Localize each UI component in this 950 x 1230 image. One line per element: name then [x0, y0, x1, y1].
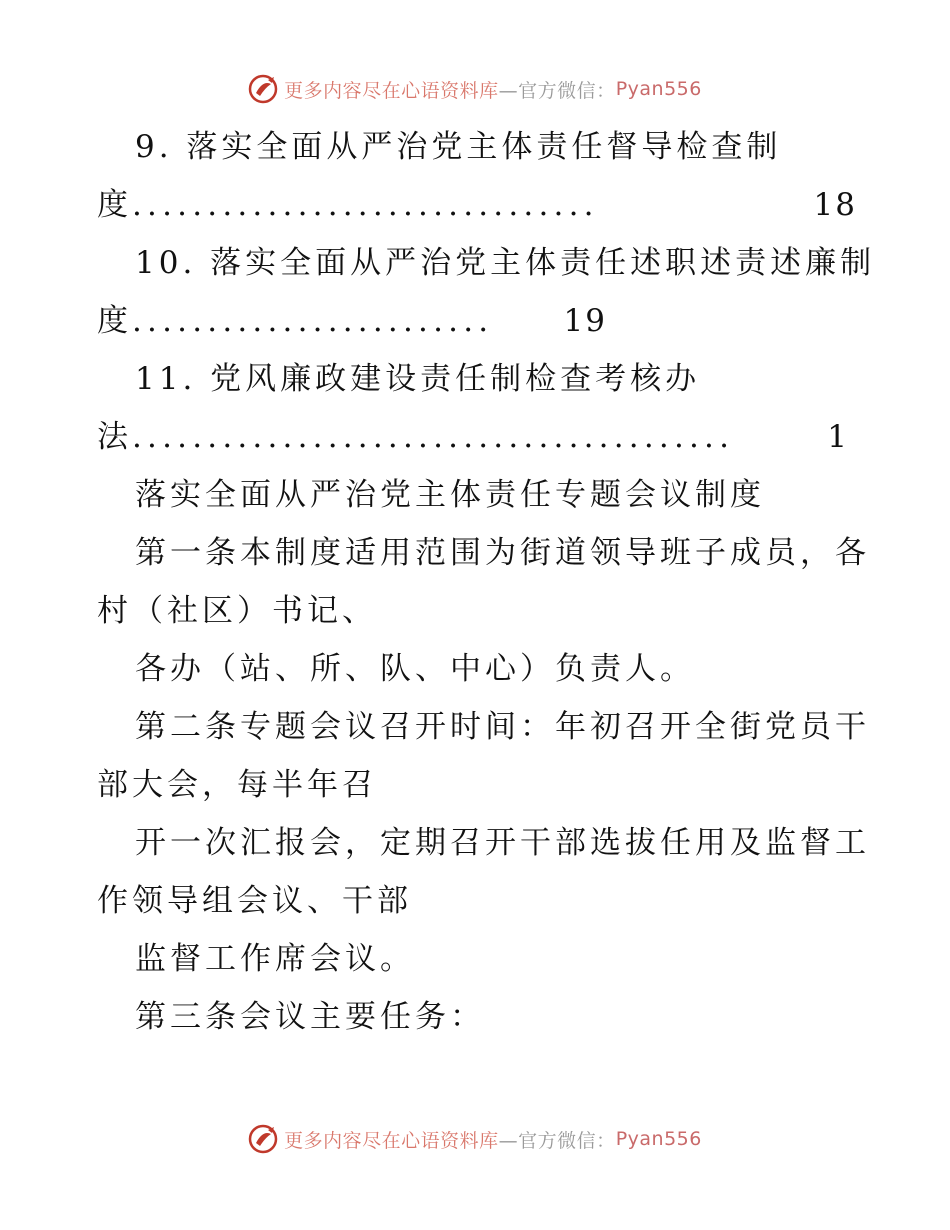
brand-logo-icon — [248, 1124, 278, 1154]
toc-entry-10-cont-text: 度 — [97, 303, 132, 339]
toc-entry-11-leader-dots: ........................................ — [132, 419, 735, 455]
brand-logo-icon — [248, 74, 278, 104]
toc-entry-10-title: 10. 落实全面从严治党主体责任述职述责述廉制 — [135, 245, 876, 281]
toc-entry-9-cont-text: 度 — [97, 187, 132, 223]
paragraph-line: 监督工作席会议。 — [135, 941, 415, 977]
watermark-id-text: Pyan556 — [615, 78, 702, 100]
paragraph-line: 开一次汇报会，定期召开干部选拔任用及监督工 — [135, 825, 870, 861]
paragraph-line: 第一条本制度适用范围为街道领导班子成员，各 — [135, 535, 870, 571]
paragraph-line: 各办（站、所、队、中心）负责人。 — [135, 651, 695, 687]
toc-entry-11-title: 11. 党风廉政建设责任制检查考核办 — [135, 361, 701, 397]
toc-entry-11-page-number: 1 — [827, 419, 849, 455]
paragraph-line: 作领导组会议、干部 — [97, 883, 412, 919]
toc-entry-9-title: 9. 落实全面从严治党主体责任督导检查制 — [135, 129, 782, 165]
watermark-main-text: 更多内容尽在心语资料库 — [284, 79, 499, 102]
toc-entry-9-page-number: 18 — [813, 187, 857, 223]
toc-entry-10-continuation — [97, 292, 607, 350]
toc-entry-9-continuation — [97, 176, 857, 234]
paragraph-line: 部大会，每半年召 — [97, 767, 377, 803]
watermark-id-text: Pyan556 — [615, 1128, 702, 1150]
section-title: 落实全面从严治党主体责任专题会议制度 — [135, 477, 765, 513]
header-watermark — [0, 74, 950, 104]
toc-entry-11-cont-text: 法 — [97, 419, 132, 455]
toc-entry-9-leader-dots: ............................... — [132, 187, 599, 223]
footer-watermark — [0, 1124, 950, 1154]
toc-entry-10-leader-dots: ........................ — [132, 303, 494, 339]
paragraph-line: 村（社区）书记、 — [97, 593, 377, 629]
document-body — [97, 118, 876, 1046]
toc-entry-11-continuation — [97, 408, 849, 466]
watermark-main-text: 更多内容尽在心语资料库 — [284, 1129, 499, 1152]
paragraph-line: 第三条会议主要任务： — [135, 999, 485, 1035]
watermark-separator-text: —官方微信： — [498, 1129, 616, 1152]
toc-entry-10-page-number: 19 — [563, 303, 607, 339]
paragraph-line: 第二条专题会议召开时间：年初召开全街党员干 — [135, 709, 870, 745]
watermark-separator-text: —官方微信： — [498, 79, 616, 102]
